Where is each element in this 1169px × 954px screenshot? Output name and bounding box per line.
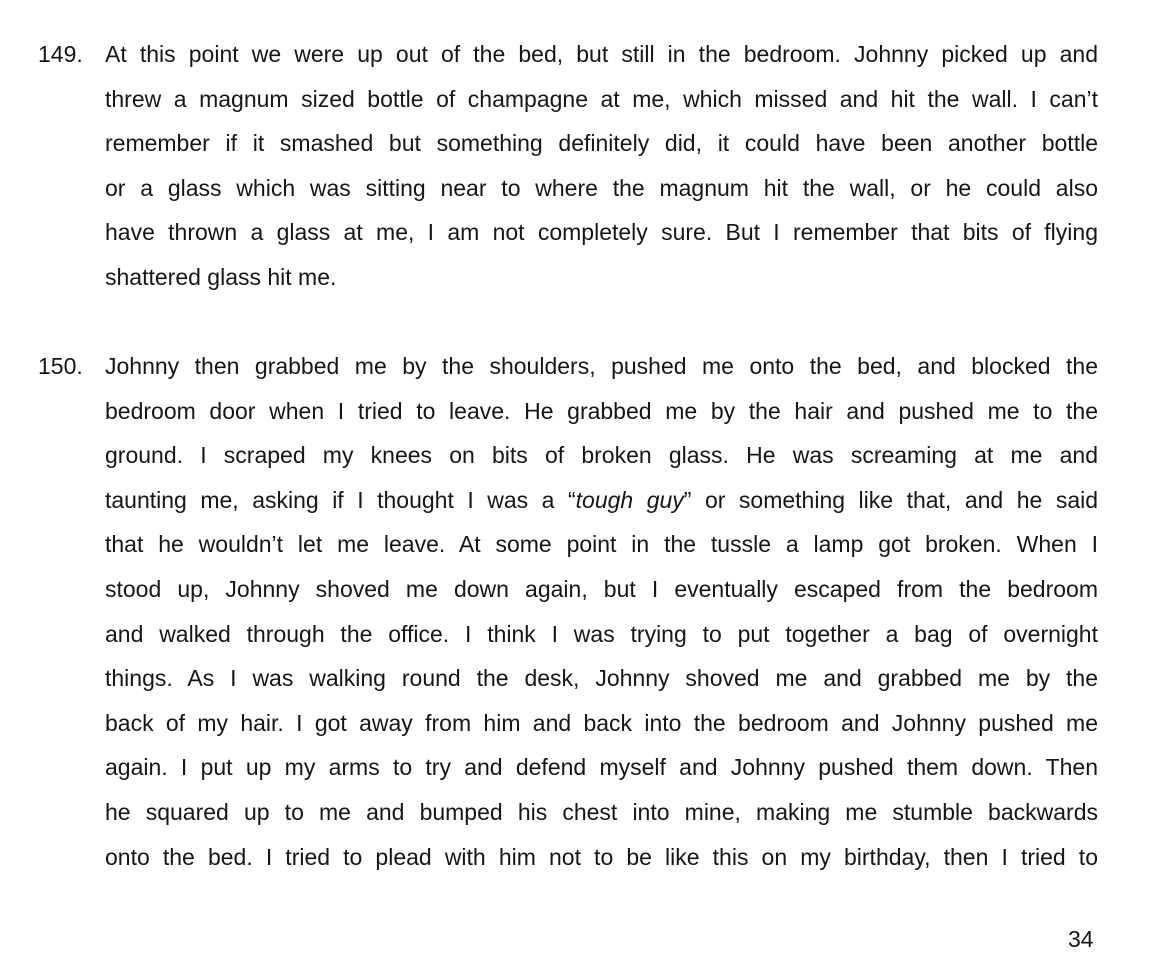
paragraph-line: shattered glass hit me. (105, 263, 337, 290)
text-run: taunting me, asking if I thought I was a “ (105, 486, 576, 513)
paragraph-line: and walked through the office. I think I was trying to put together a bag of overnight (105, 620, 1098, 647)
paragraph-line: stood up, Johnny shoved me down again, but I eventually escaped from the bedroom (105, 575, 1098, 602)
page-number: 34 (1068, 926, 1094, 952)
paragraph-number: 149. (38, 41, 83, 67)
italic-text: tough guy (575, 486, 684, 513)
paragraph-line: have thrown a glass at me, I am not completely sure. But I remember that bits of flying (105, 219, 1098, 246)
paragraph-line: back of my hair. I got away from him and back into the bedroom and Johnny pushed me (105, 709, 1098, 736)
text-run: ” or something like that, and he said (683, 486, 1099, 513)
paragraph-line: that he wouldn’t let me leave. At some point in the tussle a lamp got broken. When I (105, 531, 1098, 558)
paragraph-number: 150. (38, 353, 83, 379)
paragraph-line: again. I put up my arms to try and defend myself and Johnny pushed them down. Then (105, 754, 1098, 781)
paragraph-line: At this point we were up out of the bed, but still in the bedroom. Johnny picked up and (105, 41, 1098, 67)
paragraph-line: threw a magnum sized bottle of champagne at me, which missed and hit the wall. I can’t (105, 85, 1098, 112)
paragraph-line: he squared up to me and bumped his chest into mine, making me stumble backwards (105, 798, 1098, 825)
paragraph-149 (38, 32, 1098, 300)
paragraph-line: onto the bed. I tried to plead with him not to be like this on my birthday, then I tried to (105, 843, 1098, 870)
paragraph-150 (38, 344, 1098, 879)
paragraph-line (105, 478, 1098, 523)
paragraph-line: or a glass which was sitting near to where the magnum hit the wall, or he could also (105, 174, 1098, 201)
paragraph-line: remember if it smashed but something definitely did, it could have been another bottle (105, 130, 1098, 157)
paragraph-line: things. As I was walking round the desk, Johnny shoved me and grabbed me by the (105, 665, 1098, 692)
paragraph-line: ground. I scraped my knees on bits of broken glass. He was screaming at me and (105, 442, 1098, 469)
paragraph-line: Johnny then grabbed me by the shoulders, pushed me onto the bed, and blocked the (105, 353, 1098, 379)
paragraph-line: bedroom door when I tried to leave. He grabbed me by the hair and pushed me to the (105, 397, 1098, 424)
